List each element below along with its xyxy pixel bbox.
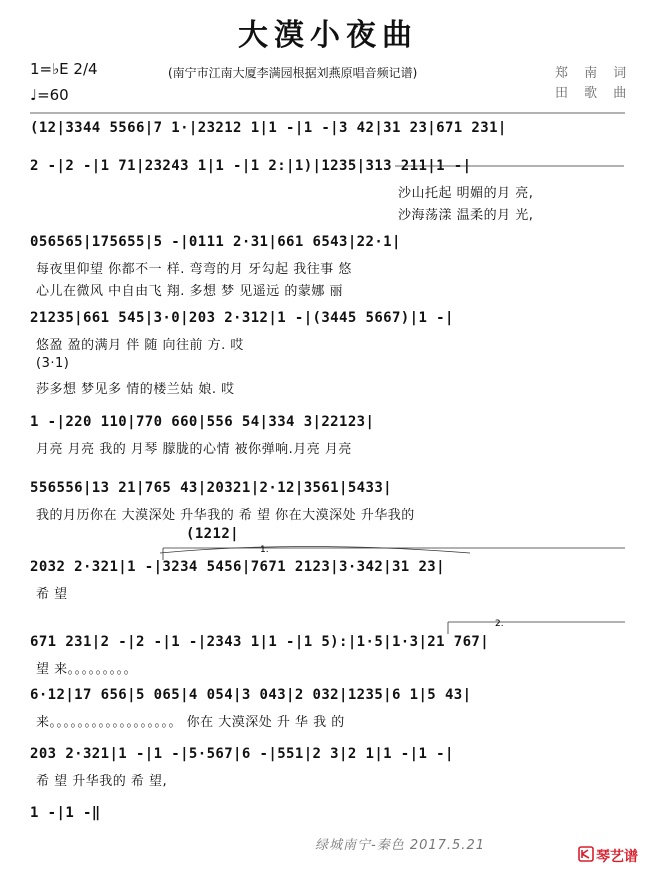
notation-line: 6·12|17 656|5 065|4 054|3 043|2 032|1235|6 1|5 43| bbox=[30, 687, 472, 703]
notation-line: 056565|175655|5 -|0111 2·31|661 6543|22·1| bbox=[30, 234, 401, 250]
transcription-source: (南宁市江南大厦李满园根据刘燕原唱音频记谱) bbox=[168, 66, 418, 80]
lyricist-credit: 郑 南 词 bbox=[555, 66, 633, 81]
lyric-line: 沙山托起 明媚的月 亮, bbox=[398, 186, 534, 201]
notation-line: 21235|661 545|3·0|203 2·312|1 -|(3445 5667)|1 -| bbox=[30, 310, 454, 326]
tempo-marking: ♩=60 bbox=[30, 86, 69, 104]
key-signature: 1=♭E 2/4 bbox=[30, 60, 98, 78]
notation-line: 2032 2·321|1 -|3234 5456|7671 2123|3·342|31 23| bbox=[30, 559, 445, 575]
lyric-line: 希 望 升华我的 希 望, bbox=[36, 774, 168, 789]
volta-1-label: 1. bbox=[260, 545, 269, 555]
lyric-line: 沙海荡漾 温柔的月 光, bbox=[398, 208, 534, 223]
composer-credit: 田 歌 曲 bbox=[555, 86, 633, 101]
lyric-line: 悠盈 盈的满月 伴 随 向往前 方. 哎 bbox=[36, 338, 244, 353]
lyric-line: 来。。。。。。。。。。。。。。。。。。 你在 大漠深处 升 华 我 的 bbox=[36, 715, 345, 730]
notation-line: 203 2·321|1 -|1 -|5·567|6 -|551|2 3|2 1|1 -|1 -| bbox=[30, 746, 454, 762]
notation-line: 671 231|2 -|2 -|1 -|2343 1|1 -|1 5):|1·5|1·3|21 767| bbox=[30, 634, 490, 650]
lyric-line: 望 来。。。。。。。。。 bbox=[36, 662, 138, 677]
transcriber-signature: 绿城南宁-秦色 2017.5.21 bbox=[315, 838, 485, 853]
lyric-line: 我的月历你在 大漠深处 升华我的 希 望 你在大漠深处 升华我的 bbox=[36, 508, 415, 523]
lyric-line: 月亮 月亮 我的 月琴 朦胧的心情 被你弹响.月亮 月亮 bbox=[36, 442, 352, 457]
lyric-line: (3·1) bbox=[36, 356, 70, 371]
lyric-line: 希 望 bbox=[36, 587, 68, 602]
lyric-line: 莎多想 梦见多 情的楼兰姑 娘. 哎 bbox=[36, 382, 235, 397]
lyric-line: 每夜里仰望 你都不一 样. 弯弯的月 牙勾起 我往事 悠 bbox=[36, 262, 352, 277]
notation-line: (1212| bbox=[186, 526, 239, 542]
song-title: 大漠小夜曲 bbox=[238, 18, 418, 53]
notation-line: 2 -|2 -|1 71|23243 1|1 -|1 2:|1)|1235|313 211|1 -| bbox=[30, 158, 472, 174]
logo-icon bbox=[578, 846, 594, 862]
notation-line: 1 -|1 -‖ bbox=[30, 805, 101, 821]
site-logo: 琴艺谱 bbox=[596, 849, 638, 865]
notation-line: 1 -|220 110|770 660|556 54|334 3|22123| bbox=[30, 414, 375, 430]
notation-line: 556556|13 21|765 43|20321|2·12|3561|5433| bbox=[30, 480, 392, 496]
volta-2-label: 2. bbox=[495, 619, 504, 629]
notation-line: (12|3344 5566|7 1·|23212 1|1 -|1 -|3 42|31 23|671 231| bbox=[30, 120, 507, 136]
lyric-line: 心儿在微风 中自由飞 翔. 多想 梦 见遥远 的蒙娜 丽 bbox=[36, 284, 344, 299]
